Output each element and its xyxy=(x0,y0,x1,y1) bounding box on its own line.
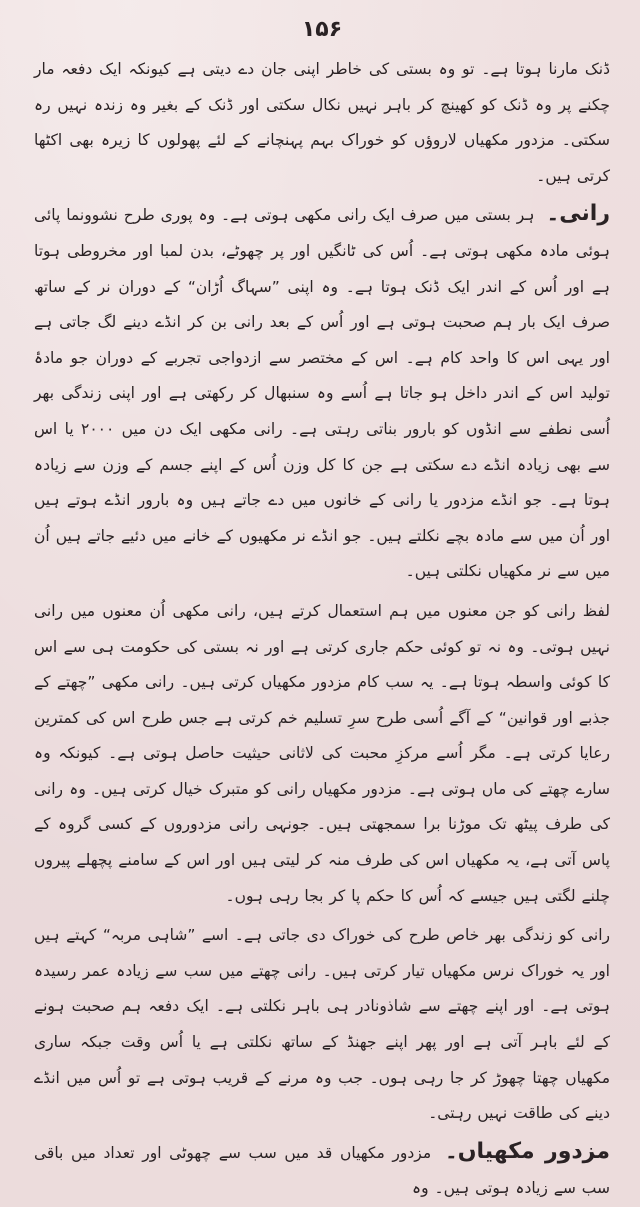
paragraph-workers xyxy=(34,1136,610,1207)
paragraph-4 xyxy=(34,918,610,1132)
paragraph-1-text: ڈنک مارنا ہوتا ہے۔ تو وہ بستی کی خاطر اپنی جان دے دیتی ہے کیونکہ ایک دفعہ مار چکنے پر وہ ڈنک کو کھینچ کر باہر نہیں نکال سکتی اور ڈنک کے بغیر وہ زندہ نہیں رہ سکتی۔ مزدور مکھیاں لاروؤں کو خوراک بہم پہنچانے کے لئے پھولوں کا زیرہ بھی اکٹھا کرتی ہیں۔ xyxy=(34,60,610,185)
paragraph-3-text: لفظ رانی کو جن معنوں میں ہم استعمال کرتے ہیں، رانی مکھی اُن معنوں میں رانی نہیں ہوتی۔ وہ نہ تو کوئی حکم جاری کرتی ہے اور نہ بستی کی حکومت ہی سے اس کا کوئی واسطہ ہوتا ہے۔ یہ سب کام مزدور مکھیاں کرتی ہیں۔ رانی مکھی ”چھتے کے جذبے اور قوانین“ کے آگے اُسی طرح سرِ تسلیم خم کرتی ہے جس طرح اس کی کمترین رعایا کرتی ہے۔ مگر اُسے مرکزِ محبت کی لاثانی حیثیت حاصل ہوتی ہے۔ کیونکہ وہ سارے چھتے کی ماں ہوتی ہے۔ مزدور مکھیاں رانی کو متبرک خیال کرتی ہیں۔ وہ رانی کی طرف پیٹھ تک موڑنا برا سمجھتی ہیں۔ جونہی رانی مزدوروں کے کسی گروہ کے پاس آتی ہے، یہ مکھیاں اس کی طرف منہ کر لیتی ہیں اور اس کے سامنے پچھلے پیروں چلنے لگتی ہیں جیسے کہ اُس کا حکم پا کر بجا رہی ہوں۔ xyxy=(34,601,610,905)
paragraph-4-text: رانی کو زندگی بھر خاص طرح کی خوراک دی جاتی ہے۔ اسے ”شاہی مربہ“ کہتے ہیں اور یہ خوراک نرس مکھیاں تیار کرتی ہیں۔ رانی چھتے میں سب سے زیادہ عمر رسیدہ ہوتی ہے۔ اور اپنے چھتے سے شاذونادر ہی باہر نکلتی ہے۔ ایک دفعہ ہم صحبت ہونے کے لئے باہر آتی ہے اور پھر اپنے جھنڈ کے ساتھ نکلتی ہے یا اُس وقت جبکہ ساری مکھیاں چھتا چھوڑ کر جا رہی ہوں۔ جب وہ مرنے کے قریب ہوتی ہے تو اُس میں انڈے دینے کی طاقت نہیں رہتی۔ xyxy=(34,926,610,1123)
paragraph-1 xyxy=(34,52,610,194)
paragraph-queen xyxy=(34,198,610,590)
section-heading-queen: رانی۔ xyxy=(546,201,610,227)
paragraph-workers-text: مزدور مکھیاں قد میں سب سے چھوٹی اور تعداد میں باقی سب سے زیادہ ہوتی ہیں۔ وہ xyxy=(34,1143,610,1198)
paragraph-3 xyxy=(34,594,610,914)
page-body xyxy=(34,52,610,1207)
paragraph-queen-text: ہر بستی میں صرف ایک رانی مکھی ہوتی ہے۔ وہ پوری طرح نشوونما پائی ہوئی مادہ مکھی ہوتی ہے۔ اُس کی ٹانگیں اور پر چھوٹے، بدن لمبا اور مخروطی ہوتا ہے اور اُس کے اندر ایک ڈنک ہوتا ہے۔ وہ اپنی ”سہاگ اُڑان“ کے دوران نر کے ساتھ صرف ایک بار ہم صحبت ہوتی ہے اور اُس کے بعد رانی بن کر انڈے دینے لگ جاتی ہے اور یہی اس کا واحد کام ہے۔ اس کے مختصر سے ازدواجی تجربے کے دوران جو مادۂ تولید اس کے اندر داخل ہو جاتا ہے اُسے وہ سنبھال کر رکھتی ہے اور اپنی زندگی بھر اُسی نطفے سے انڈوں کو بارور بناتی رہتی ہے۔ رانی مکھی ایک دن میں ۲۰۰۰ یا اس سے بھی زیادہ انڈے دے سکتی ہے جن کا کل وزن اُس کے اپنے جسم کے وزن سے زیادہ ہوتا ہے۔ جو انڈے مزدور یا رانی کے خانوں میں دے جاتے ہیں وہ بارور انڈے ہوتے ہیں اور اُن میں سے مادہ بچے نکلتے ہیں۔ جو انڈے نر مکھیوں کے خانے میں دئیے جاتے ہیں اُن میں سے نر مکھیاں نکلتی ہیں۔ xyxy=(34,206,610,581)
page-number: ۱۵۶ xyxy=(301,17,343,42)
section-heading-workers: مزدور مکھیاں۔ xyxy=(444,1138,610,1164)
